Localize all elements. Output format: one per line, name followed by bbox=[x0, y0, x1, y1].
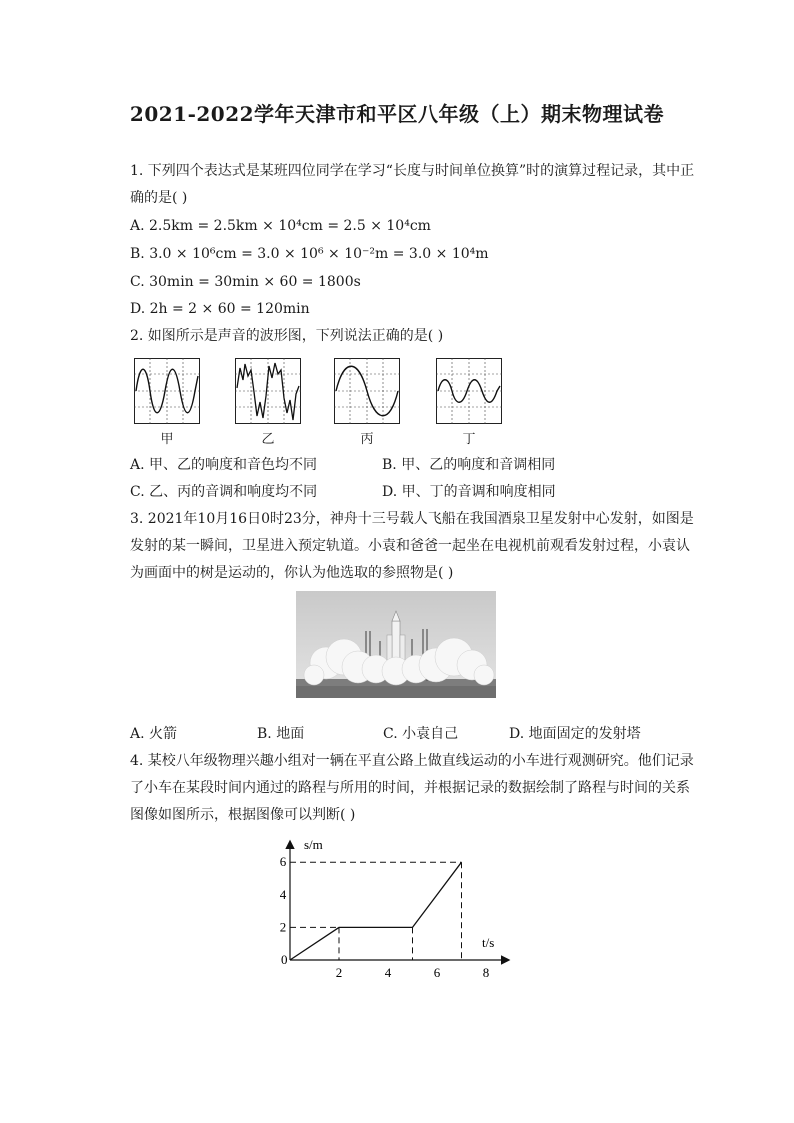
x-axis-label: t/s bbox=[482, 935, 495, 950]
waveform-jia bbox=[134, 358, 200, 424]
x-tick-label: 4 bbox=[384, 965, 392, 980]
q1-option-b: B. 3.0 × 10⁶cm = 3.0 × 10⁶ × 10⁻²m = 3.0 × 10⁴m bbox=[130, 246, 489, 262]
q3-option-d: D. 地面固定的发射塔 bbox=[509, 726, 641, 742]
q2-option-b: B. 甲、乙的响度和音调相同 bbox=[382, 457, 556, 473]
y-tick-label: 6 bbox=[279, 854, 287, 870]
q1-text: 1. 下列四个表达式是某班四位同学在学习“长度与时间单位换算”时的演算过程记录，其中正确的是( ) bbox=[130, 163, 695, 206]
waveform-label-yi: 乙 bbox=[261, 432, 275, 447]
y-tick-label: 2 bbox=[279, 919, 287, 935]
q2-option-a: A. 甲、乙的响度和音色均不同 bbox=[130, 457, 318, 473]
q1-option-a: A. 2.5km = 2.5km × 10⁴cm = 2.5 × 10⁴cm bbox=[130, 218, 431, 234]
q3-option-b: B. 地面 bbox=[257, 726, 305, 742]
q2-option-d: D. 甲、丁的音调和响度相同 bbox=[382, 484, 556, 500]
q2-option-c: C. 乙、丙的音调和响度均不同 bbox=[130, 484, 318, 500]
y-axis-label: s/m bbox=[304, 837, 323, 852]
q1-option-c: C. 30min = 30min × 60 = 1800s bbox=[130, 274, 361, 290]
page-title: 2021-2022学年天津市和平区八年级（上）期末物理试卷 bbox=[129, 102, 665, 126]
q3-text: 3. 2021年10月16日0时23分，神舟十三号载人飞船在我国酒泉卫星发射中心发射，如图是发射的某一瞬间，卫星进入预定轨道。小袁和爸爸一起坐在电视机前观看发射过程，小袁认为画面中的树是运动的，你认为他选取的参照物是( ) bbox=[130, 511, 694, 581]
x-tick-label: 8 bbox=[482, 965, 490, 980]
origin-label: 0 bbox=[281, 952, 288, 967]
x-tick-label: 6 bbox=[433, 965, 441, 980]
x-tick-label: 2 bbox=[335, 965, 343, 980]
series-line bbox=[290, 862, 462, 960]
waveform-bing bbox=[334, 358, 400, 424]
waveform-label-bing: 丙 bbox=[360, 432, 374, 447]
waveform-ding bbox=[436, 358, 502, 424]
distance-time-chart bbox=[270, 836, 520, 986]
waveform-yi bbox=[235, 358, 301, 424]
y-tick-label: 4 bbox=[279, 886, 287, 902]
q1-option-d: D. 2h = 2 × 60 = 120min bbox=[130, 301, 310, 317]
q3-option-a: A. 火箭 bbox=[130, 726, 178, 742]
q3-option-c: C. 小袁自己 bbox=[383, 726, 459, 742]
waveform-label-ding: 丁 bbox=[462, 432, 476, 447]
waveform-label-jia: 甲 bbox=[160, 432, 174, 447]
q4-text: 4. 某校八年级物理兴趣小组对一辆在平直公路上做直线运动的小车进行观测研究。他们记录了小车在某段时间内通过的路程与所用的时间，并根据记录的数据绘制了路程与时间的关系图像如图所示，根据图像可以判断( ) bbox=[130, 753, 694, 823]
q2-text: 2. 如图所示是声音的波形图，下列说法正确的是( ) bbox=[130, 328, 444, 344]
rocket-launch-photo bbox=[296, 591, 496, 698]
